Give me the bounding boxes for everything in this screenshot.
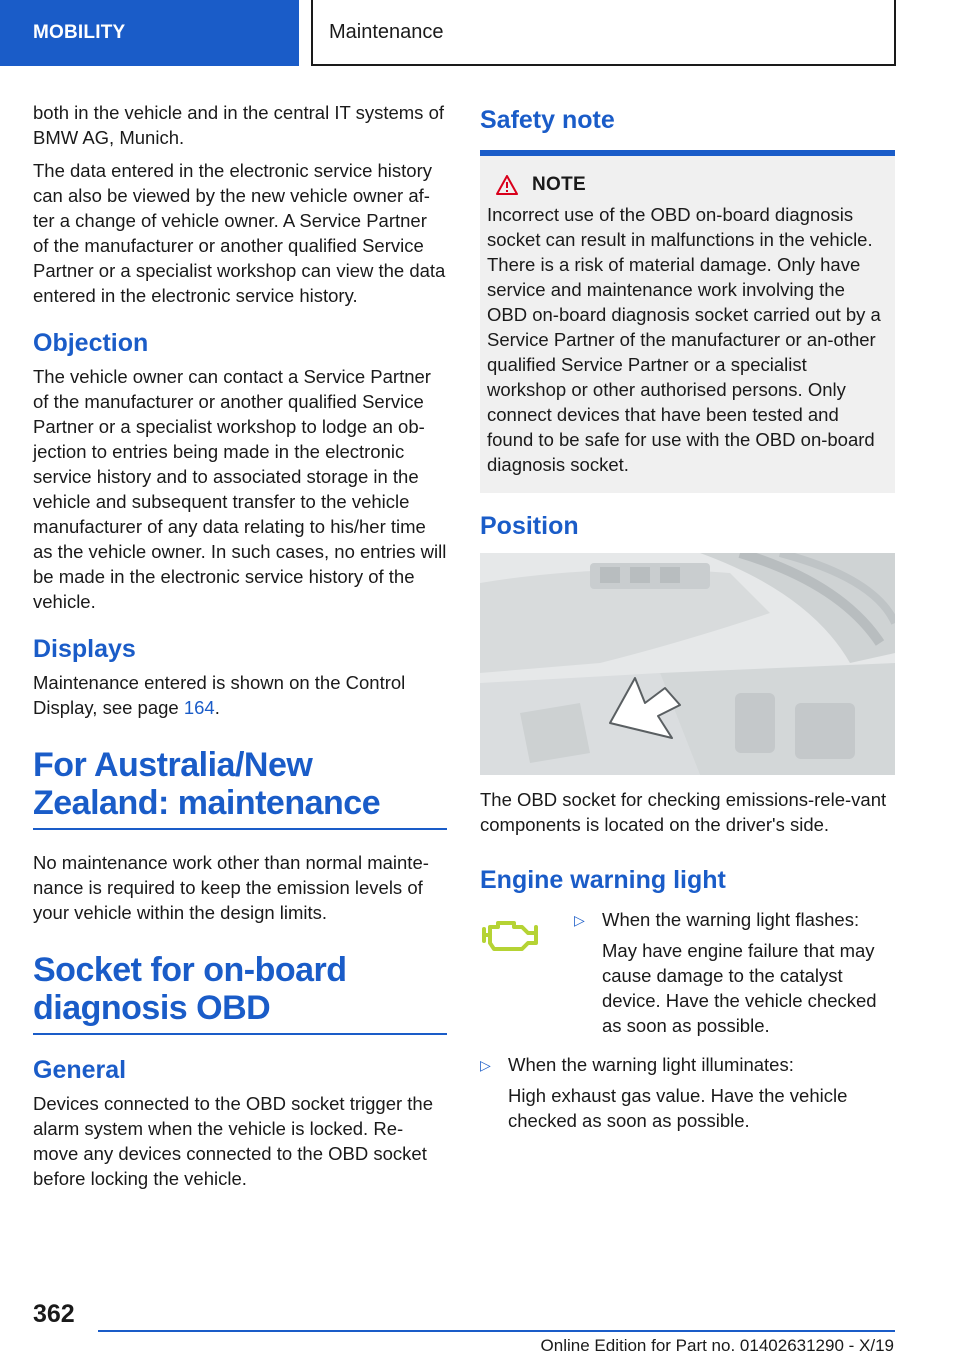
list-item: ▷ When the warning light illuminates: High exhaust gas value. Have the vehicle checked as soon as possible. <box>480 1052 895 1139</box>
triangle-bullet-icon: ▷ <box>480 1057 491 1073</box>
footer-divider <box>98 1330 895 1332</box>
page-number: 362 <box>33 1300 75 1328</box>
position-heading: Position <box>480 512 579 540</box>
position-caption: The OBD socket for checking emissions-rele‐vant components is located on the driver's side. <box>480 789 887 835</box>
engine-warning-row <box>480 907 895 1052</box>
australia-heading: For Australia/New Zealand: maintenance <box>33 746 447 830</box>
triangle-bullet-icon: ▷ <box>574 912 585 928</box>
general-text: Devices connected to the OBD socket trigger the alarm system when the vehicle is locked. Re‐move any devices connected to the OBD socket before locking the vehicle. <box>33 1093 434 1189</box>
displays-text: Maintenance entered is shown on the Control Display, see page 164. <box>33 672 406 718</box>
paragraph: The data entered in the electronic service history can also be viewed by the new vehicle owner af‐ter a change of vehicle owner. A Service Partner of the manufacturer or another qualified Service Partner or a specialist workshop can view the data entered in the electronic service history. <box>33 160 446 306</box>
general-heading: General <box>33 1056 127 1084</box>
obd-position-illustration <box>480 553 895 775</box>
note-label: NOTE <box>532 174 586 195</box>
displays-heading: Displays <box>33 635 136 663</box>
objection-heading: Objection <box>33 329 149 357</box>
note-box <box>480 156 895 493</box>
list-item: ▷ When the warning light flashes: May have engine failure that may cause damage to the catalyst device. Have the vehicle checked as soon as possible. <box>574 907 895 1044</box>
engine-warning-heading: Engine warning light <box>480 866 726 894</box>
note-text: Incorrect use of the OBD on-board diagnosis socket can result in malfunctions in the vehicle. There is a risk of material damage. Only have service and maintenance work involving the OBD on-board diagnosis socket carried out by a Service Partner of the manufacturer or an‐other qualified Service Partner or a specialist workshop or other authorised persons. Only connect devices that have been tested and found to be safe for use with the OBD on‐board diagnosis socket. <box>487 204 881 475</box>
right-column <box>480 100 895 1147</box>
page-link[interactable]: 164 <box>183 697 215 718</box>
objection-text: The vehicle owner can contact a Service Partner of the manufacturer or another qualified Service Partner or a specialist workshop to lodge an ob‐jection to entries being made in the electronic service history and to associated storage in the vehicle and subsequent transfer to the vehicle manufacturer of any data relating to his/her time as the vehicle owner. In such cases, no entries will be made in the electronic service history of the vehicle. <box>33 366 447 612</box>
paragraph: both in the vehicle and in the central IT systems of BMW AG, Munich. <box>33 102 444 148</box>
chapter-tab: Maintenance <box>311 0 896 66</box>
obd-heading: Socket for on-board diagnosis OBD <box>33 951 447 1035</box>
section-tab: MOBILITY <box>0 0 299 66</box>
safety-note-heading: Safety note <box>480 102 895 156</box>
warning-triangle-icon <box>496 175 518 195</box>
left-column <box>33 100 447 1199</box>
australia-text: No maintenance work other than normal mainte‐nance is required to keep the emission levels of your vehicle within the design limits. <box>33 852 429 923</box>
edition-footer: Online Edition for Part no. 01402631290 - X/19 <box>540 1336 894 1355</box>
engine-warning-icon <box>480 915 542 955</box>
